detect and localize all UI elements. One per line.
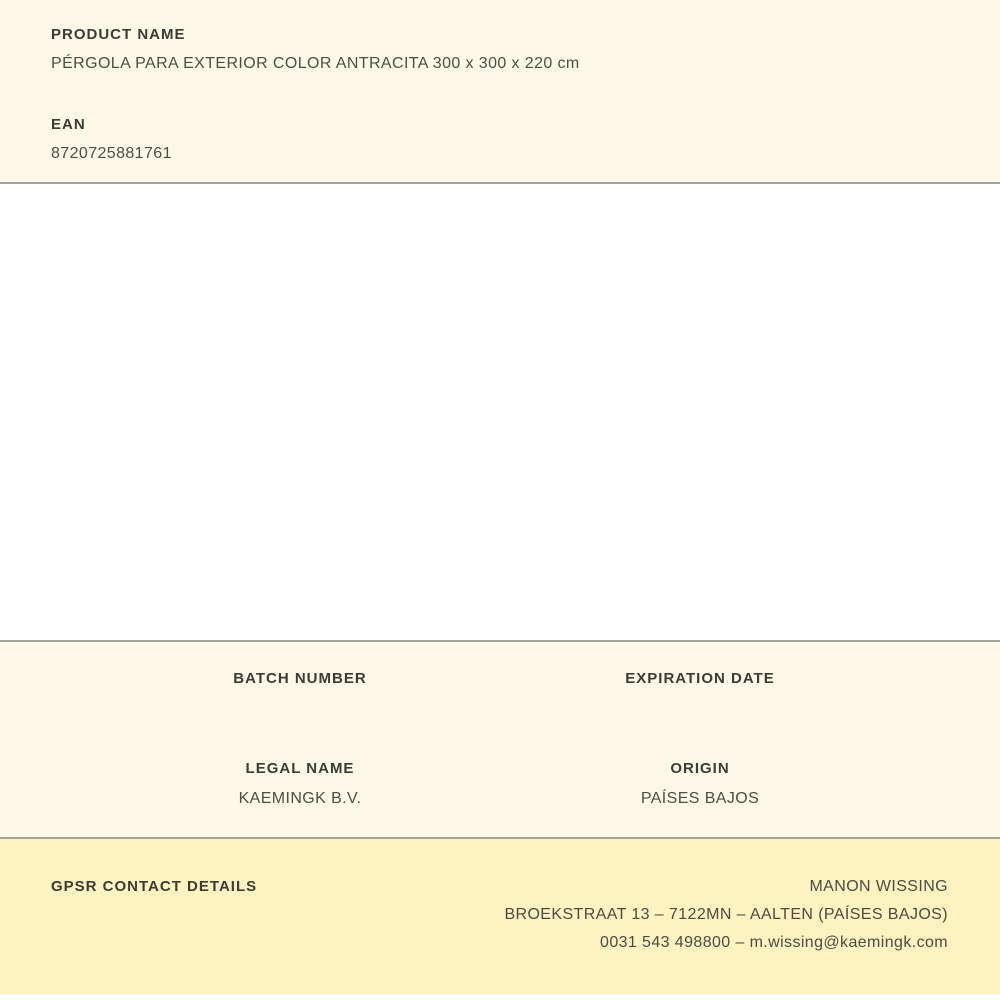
product-info-section: [0, 0, 1000, 184]
image-placeholder-area: [0, 184, 1000, 642]
batch-number-cell: [100, 670, 500, 688]
ean-field: [51, 116, 960, 164]
product-name-value: PÉRGOLA PARA EXTERIOR COLOR ANTRACITA 300 x 300 x 220 cm: [51, 55, 580, 72]
product-name-field: [51, 26, 960, 74]
contact-phone-email: 0031 543 498800 – m.wissing@kaemingk.com: [600, 934, 948, 951]
expiration-date-cell: [500, 670, 900, 688]
ean-label: EAN: [51, 116, 86, 133]
origin-value: PAÍSES BAJOS: [640, 790, 760, 807]
gpsr-contact-heading: GPSR CONTACT DETAILS: [51, 878, 258, 895]
gpsr-contact-section: [0, 839, 1000, 994]
product-name-label: PRODUCT NAME: [51, 26, 186, 43]
batch-number-label: BATCH NUMBER: [233, 670, 367, 687]
origin-label: ORIGIN: [670, 760, 730, 777]
legal-name-value: KAEMINGK B.V.: [238, 790, 362, 807]
ean-value: 8720725881761: [51, 145, 172, 162]
legal-origin-row: [100, 760, 900, 809]
batch-origin-section: [0, 642, 1000, 839]
contact-address: BROEKSTRAAT 13 – 7122MN – AALTEN (PAÍSES BAJOS): [504, 906, 948, 923]
legal-name-label: LEGAL NAME: [245, 760, 355, 777]
origin-cell: [500, 760, 900, 809]
expiration-date-label: EXPIRATION DATE: [625, 670, 775, 687]
contact-lines: [504, 873, 948, 957]
legal-name-cell: [100, 760, 500, 809]
contact-name: MANON WISSING: [809, 878, 948, 895]
batch-header-row: [100, 670, 900, 688]
